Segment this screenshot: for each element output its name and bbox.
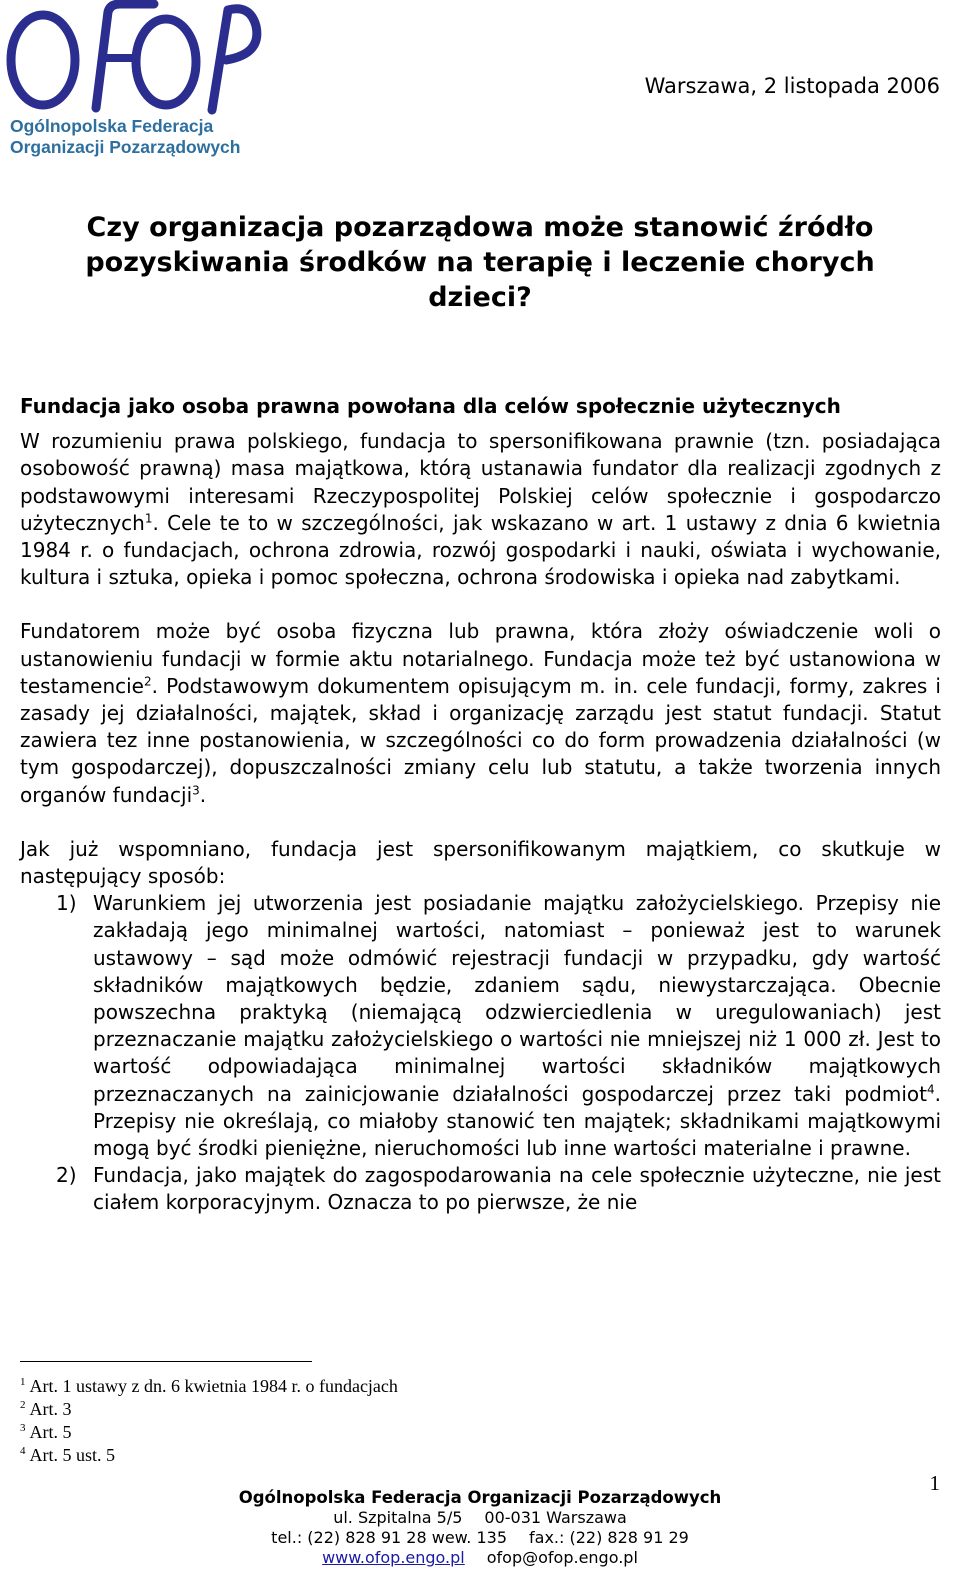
list-item-text-a: Fundacja, jako majątek do zagospodarowania na cele społecznie użyteczne, nie jest ciałem korporacyjnym. Oznacza to po pierwsze, że nie xyxy=(93,1163,941,1215)
logo-subtitle-line2: Organizacji Pozarządowych xyxy=(10,137,241,157)
footnote-number: 4 xyxy=(20,1445,26,1457)
footer-street: ul. Szpitalna 5/5 xyxy=(333,1508,463,1527)
paragraph-1 xyxy=(20,428,941,591)
footnote-text: Art. 5 xyxy=(29,1422,72,1442)
paragraph-2-text-b: . Podstawowym dokumentem opisującym m. in. cele fundacji, formy, zakres i zasady jej działalności, majątek, skład i organizację zarządu jest statut fundacji. Statut zawiera tez inne postanowienia, w szczególności co do form prowadzenia działalności (w tym gospodarczej), dopuszczalności zmiany celu lub statutu, a także tworzenia innych organów fundacji xyxy=(20,673,941,807)
footer-links xyxy=(0,1548,960,1568)
list-item xyxy=(20,890,941,1162)
footnote-ref-2[interactable]: 2 xyxy=(143,674,152,689)
footnote-ref-3[interactable]: 3 xyxy=(192,782,200,797)
footnote-item xyxy=(20,1398,398,1421)
footnote-item xyxy=(20,1375,398,1398)
footer-contact xyxy=(0,1528,960,1548)
list-item-text-b: . Przepisy nie określają, co miałoby stanowić ten majątek; składnikami majątkowymi mogą być środki pieniężne, nieruchomości lub inne wartości materialne i prawne. xyxy=(93,1081,941,1161)
section-heading: Fundacja jako osoba prawna powołana dla celów społecznie użytecznych xyxy=(20,394,841,418)
paragraph-1-text-a: W rozumieniu prawa polskiego, fundacja to spersonifikowana prawnie (tzn. posiadająca osobowość prawną) masa majątkowa, którą ustanawia fundator dla realizacji zgodnych z podstawowymi interesami Rzeczypospolitej Polskiej celów społecznie i gospodarczo użytecznych xyxy=(20,429,941,535)
footnote-ref-4[interactable]: 4 xyxy=(927,1082,935,1097)
footer-city: 00-031 Warszawa xyxy=(484,1508,627,1527)
footnote-number: 3 xyxy=(20,1422,26,1434)
footnote-number: 1 xyxy=(20,1376,26,1388)
list-item-text-a: Warunkiem jej utworzenia jest posiadanie majątku założycielskiego. Przepisy nie zakładają jego minimalnej wartości, natomiast – ponieważ jest to warunek ustawowy – sąd może odmówić rejestracji fundacji w przypadku, gdy wartość składników majątkowych będzie, zdaniem sądu, niewystarczająca. Obecnie powszechna praktyką (niemającą odzwierciedlenia w uregulowaniach) jest przeznaczanie majątku założycielskiego o wartości nie mniejszej niż 1 000 zł. Jest to wartość odpowiadająca minimalnej wartości składników majątkowych przeznaczanych na zainicjowanie działalności gospodarczej przez taki podmiot xyxy=(93,891,941,1106)
paragraph-2 xyxy=(20,618,941,808)
footnotes xyxy=(20,1375,398,1467)
footnote-text: Art. 5 ust. 5 xyxy=(29,1445,115,1465)
footnote-number: 2 xyxy=(20,1399,26,1411)
paragraph-3: Jak już wspomniano, fundacja jest spersonifikowanym majątkiem, co skutkuje w następujący sposób: xyxy=(20,836,941,889)
list-item xyxy=(20,1162,941,1216)
footer-website-link[interactable]: www.ofop.engo.pl xyxy=(322,1548,465,1567)
footnote-item xyxy=(20,1421,398,1444)
footnote-text: Art. 3 xyxy=(29,1399,72,1419)
numbered-list xyxy=(20,890,941,1216)
footer-fax: fax.: (22) 828 91 29 xyxy=(529,1528,689,1547)
paragraph-2-text-a: Fundatorem może być osoba fizyczna lub prawna, która złoży oświadczenie woli o ustanowieniu fundacji w formie aktu notarialnego. Fundacja może też być ustanowiona w testamencie xyxy=(20,619,941,698)
document-body xyxy=(20,393,941,1217)
logo-subtitle-line1: Ogólnopolska Federacja xyxy=(10,116,214,136)
paragraph-1-text-b: . Cele te to w szczególności, jak wskazano w art. 1 ustawy z dnia 6 kwietnia 1984 r. o fundacjach, ochrona zdrowia, rozwój gospodarki i nauki, oświata i wychowanie, kultura i sztuka, opieka i pomoc społeczna, ochrona środowiska i opieka nad zabytkami. xyxy=(20,510,941,590)
ofop-logo xyxy=(4,0,262,165)
footnote-ref-1[interactable]: 1 xyxy=(144,511,153,526)
ofop-logo-mark xyxy=(4,0,262,116)
footnote-item xyxy=(20,1444,398,1467)
footer-address xyxy=(0,1508,960,1528)
page-footer xyxy=(0,1488,960,1568)
document-title: Czy organizacja pozarządowa może stanowić źródło pozyskiwania środków na terapię i leczenie chorych dzieci? xyxy=(85,212,875,313)
list-item-number: 2) xyxy=(56,1163,77,1188)
list-item-number: 1) xyxy=(56,891,77,916)
footer-tel: tel.: (22) 828 91 28 wew. 135 xyxy=(271,1528,507,1547)
footer-organization: Ogólnopolska Federacja Organizacji Pozarządowych xyxy=(238,1488,722,1507)
page-number: 1 xyxy=(929,1471,940,1495)
document-date: Warszawa, 2 listopada 2006 xyxy=(644,74,940,98)
footer-email[interactable]: ofop@ofop.engo.pl xyxy=(486,1548,638,1567)
footnote-separator xyxy=(20,1361,312,1362)
paragraph-2-text-c: . xyxy=(199,782,207,807)
footnote-text: Art. 1 ustawy z dn. 6 kwietnia 1984 r. o fundacjach xyxy=(29,1376,398,1396)
